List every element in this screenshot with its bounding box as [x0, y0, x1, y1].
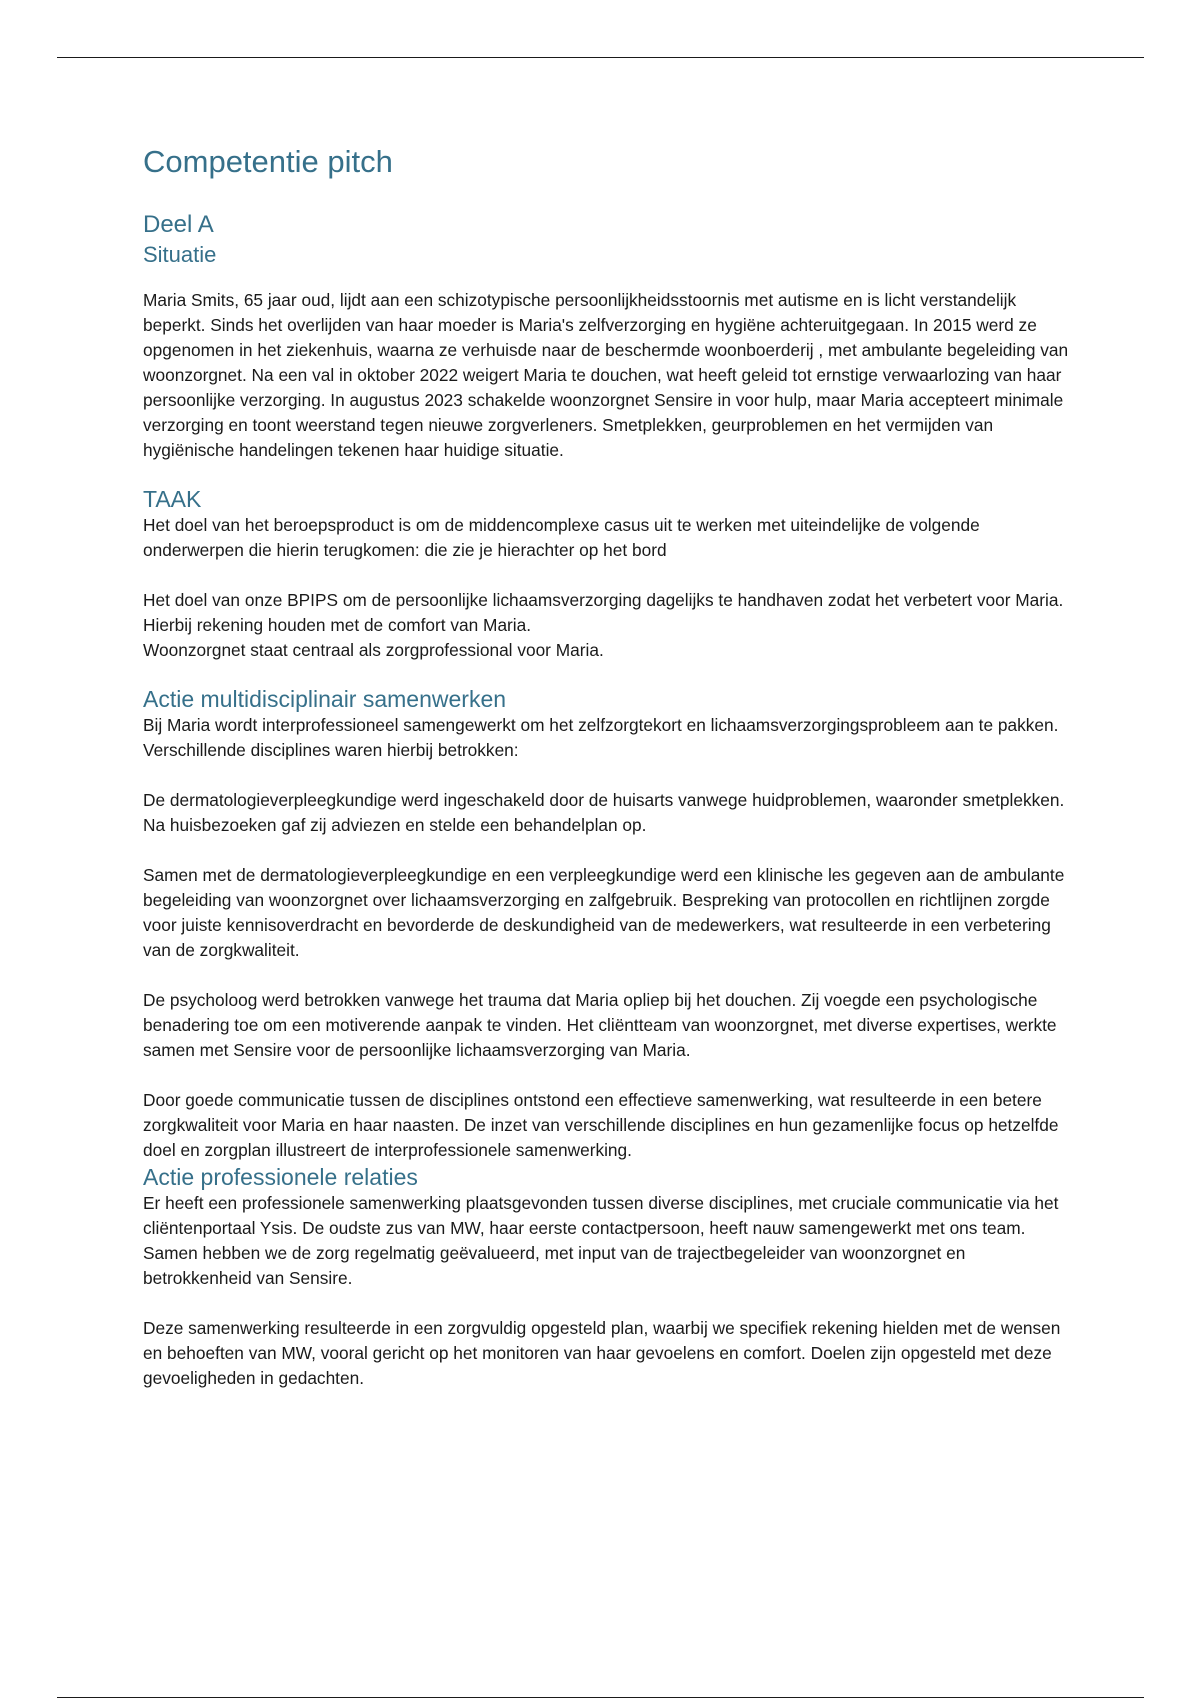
section-actie-professionele-relaties [143, 1163, 1073, 1391]
actie-multidisciplinair-paragraph-3: Samen met de dermatologieverpleegkundige en een verpleegkundige werd een klinische les gegeven aan de ambulante begeleiding van woonzorgnet over lichaamsverzorging en zalfgebruik. Bespreking van protocollen en richtlijnen zorgde voor juiste kennisoverdracht en bevorderde de deskundigheid van de medewerkers, wat resulteerde in een verbetering van de zorgkwaliteit. [143, 865, 1065, 960]
document-body [143, 138, 1073, 1391]
situatie-heading: Situatie [143, 242, 217, 267]
header-rule [57, 57, 1144, 58]
actie-relaties-paragraph-2: Deze samenwerking resulteerde in een zorgvuldig opgesteld plan, waarbij we specifiek rekening hielden met de wensen en behoeften van MW, vooral gericht op het monitoren van haar gevoelens en comfort. Doelen zijn opgesteld met deze gevoeligheden in gedachten. [143, 1318, 1061, 1388]
part-heading: Deel A [143, 211, 214, 238]
taak-paragraph-2: Het doel van onze BPIPS om de persoonlijke lichaamsverzorging dagelijks te handhaven zodat het verbetert voor Maria. Hierbij rekening houden met de comfort van Maria. [143, 590, 1064, 635]
document-title: Competentie pitch [143, 144, 393, 179]
section-actie-multidisciplinair [143, 685, 1073, 1163]
actie-multidisciplinair-paragraph-2: De dermatologieverpleegkundige werd ingeschakeld door de huisarts vanwege huidproblemen, waaronder smetplekken. Na huisbezoeken gaf zij adviezen en stelde een behandelplan op. [143, 790, 1065, 835]
situatie-paragraph: Maria Smits, 65 jaar oud, lijdt aan een schizotypische persoonlijkheidsstoornis met autisme en is licht verstandelijk beperkt. Sinds het overlijden van haar moeder is Maria's zelfverzorging en hygiëne achteruitgegaan. In 2015 werd ze opgenomen in het ziekenhuis, waarna ze verhuisde naar de beschermde woonboerderij , met ambulante begeleiding van woonzorgnet. Na een val in oktober 2022 weigert Maria te douchen, wat heeft geleid tot ernstige verwaarlozing van haar persoonlijke verzorging. In augustus 2023 schakelde woonzorgnet Sensire in voor hulp, maar Maria accepteert minimale verzorging en toont weerstand tegen nieuwe zorgverleners. Smetplekken, geurproblemen en het vermijden van hygiënische handelingen tekenen haar huidige situatie. [143, 290, 1069, 460]
taak-paragraph-3: Woonzorgnet staat centraal als zorgprofessional voor Maria. [143, 640, 604, 660]
actie-relaties-paragraph-1: Er heeft een professionele samenwerking plaatsgevonden tussen diverse disciplines, met cruciale communicatie via het cliëntenportaal Ysis. De oudste zus van MW, haar eerste contactpersoon, heeft nauw samengewerkt met ons team. Samen hebben we de zorg regelmatig geëvalueerd, met input van de trajectbegeleider van woonzorgnet en betrokkenheid van Sensire. [143, 1193, 1059, 1288]
section-taak [143, 485, 1073, 663]
actie-multidisciplinair-paragraph-1: Bij Maria wordt interprofessioneel samengewerkt om het zelfzorgtekort en lichaamsverzorgingsprobleem aan te pakken. Verschillende disciplines waren hierbij betrokken: [143, 715, 1059, 760]
taak-heading: TAAK [143, 486, 202, 512]
actie-multidisciplinair-paragraph-4: De psycholoog werd betrokken vanwege het trauma dat Maria opliep bij het douchen. Zij voegde een psychologische benadering toe om een motiverende aanpak te vinden. Het cliëntteam van woonzorgnet, met diverse expertises, werkte samen met Sensire voor de persoonlijke lichaamsverzorging van Maria. [143, 990, 1057, 1060]
taak-paragraph-1: Het doel van het beroepsproduct is om de middencomplexe casus uit te werken met uiteindelijke de volgende onderwerpen die hierin terugkomen: die zie je hierachter op het bord [143, 515, 980, 560]
actie-multidisciplinair-heading: Actie multidisciplinair samenwerken [143, 686, 507, 712]
actie-relaties-heading: Actie professionele relaties [143, 1164, 418, 1190]
footer-rule [57, 1697, 1144, 1698]
section-situatie [143, 210, 1073, 463]
actie-multidisciplinair-paragraph-5: Door goede communicatie tussen de disciplines ontstond een effectieve samenwerking, wat resulteerde in een betere zorgkwaliteit voor Maria en haar naasten. De inzet van verschillende disciplines en hun gezamenlijke focus op hetzelfde doel en zorgplan illustreert de interprofessionele samenwerking. [143, 1090, 1059, 1160]
